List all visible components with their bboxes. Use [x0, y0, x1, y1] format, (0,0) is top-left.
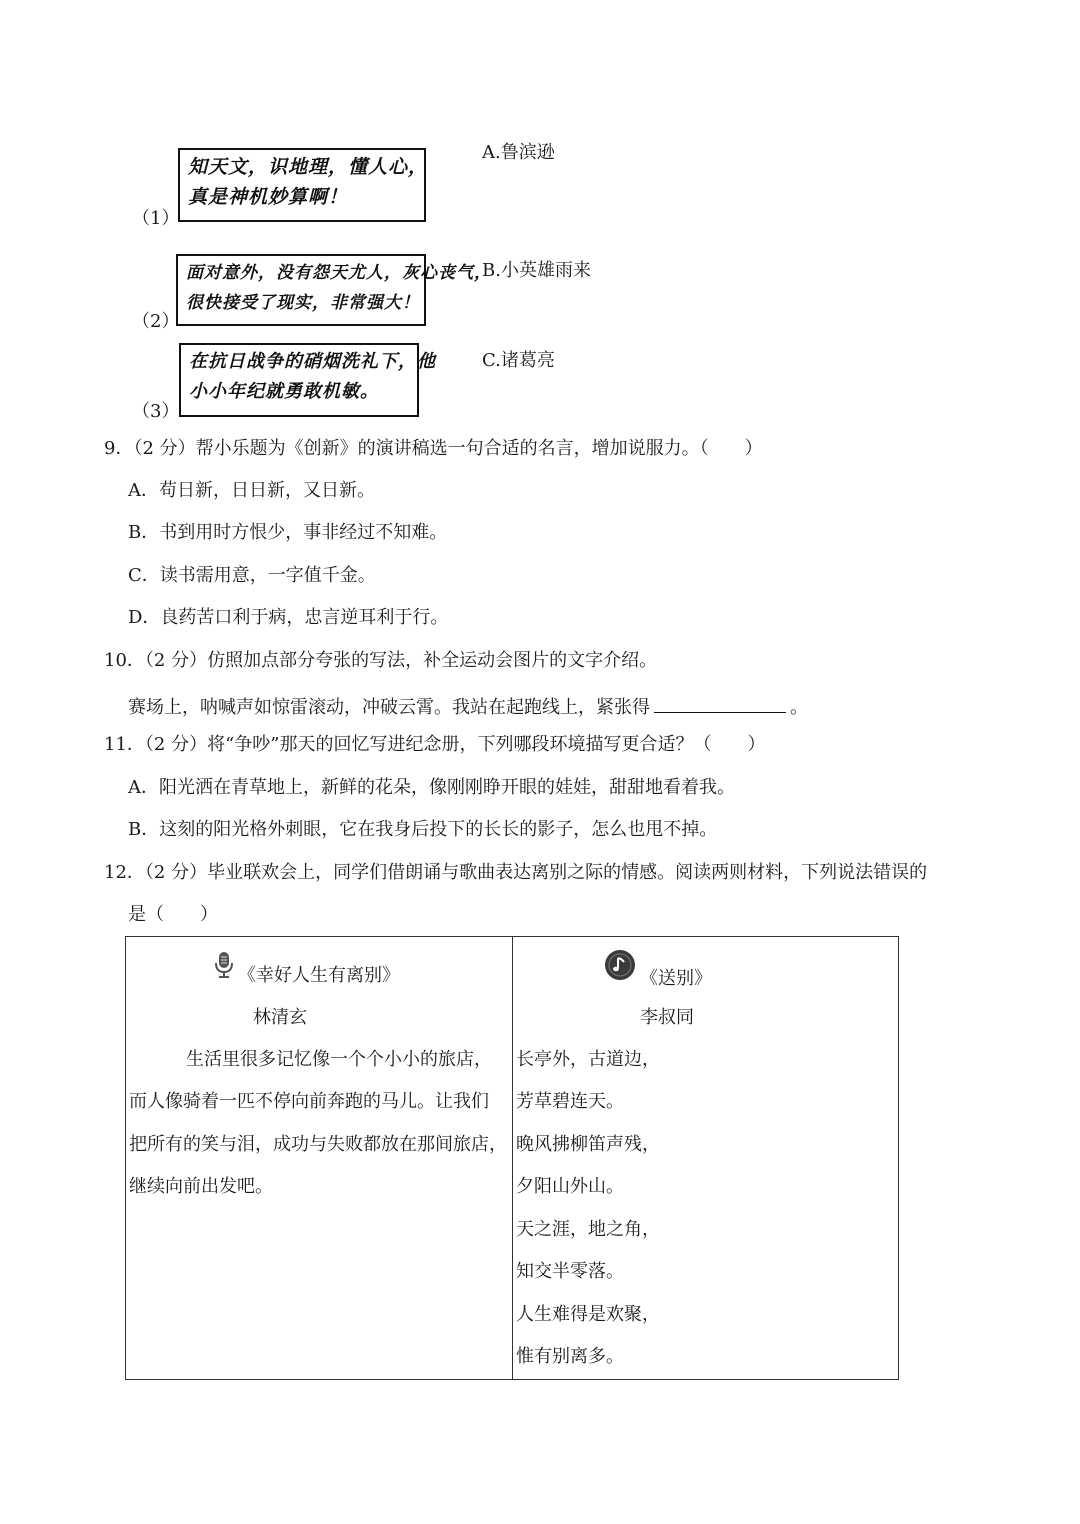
music-note-icon — [604, 949, 636, 986]
right-line-6: 知交半零落。 — [516, 1261, 624, 1282]
right-line-5: 天之涯，地之角， — [516, 1219, 660, 1240]
q8-option-c: C.诸葛亮 — [482, 350, 555, 371]
q9-option-b: B．书到用时方恨少，事非经过不知难。 — [128, 522, 448, 543]
card-2-number: （2） — [132, 311, 180, 332]
q10-sentence-row — [128, 694, 808, 717]
left-author: 林清玄 — [253, 1007, 307, 1028]
q11-option-a: A．阳光洒在青草地上，新鲜的花朵，像刚刚睁开眼的娃娃，甜甜地看着我。 — [128, 777, 735, 798]
q8-option-b: B.小英雄雨来 — [482, 260, 591, 281]
card-1-line1: 知天文，识地理，懂人心， — [188, 156, 429, 178]
q11-option-b: B．这刻的阳光格外刺眼，它在我身后投下的长长的影子，怎么也甩不掉。 — [128, 819, 718, 840]
card-3-line2: 小小年纪就勇敢机敏。 — [189, 381, 379, 402]
card-1-line2: 真是神机妙算啊！ — [188, 186, 349, 208]
materials-table — [125, 936, 899, 1380]
table-divider — [512, 937, 513, 1379]
right-line-1: 长亭外，古道边， — [516, 1049, 660, 1070]
q9-option-c: C．读书需用意，一字值千金。 — [128, 565, 376, 586]
q12-stem-line1: 12．（2 分）毕业联欢会上，同学们借朗诵与歌曲表达离别之际的情感。阅读两则材料，下列说法错误的 — [104, 862, 928, 883]
card-2-line2: 很快接受了现实，非常强大！ — [186, 293, 420, 313]
left-line-1: 生活里很多记忆像一个个小小的旅店， — [186, 1049, 492, 1070]
q10-stem: 10．（2 分）仿照加点部分夸张的写法，补全运动会图片的文字介绍。 — [104, 650, 658, 671]
card-3-line1: 在抗日战争的硝烟洗礼下，他 — [189, 351, 436, 372]
q9-option-d: D．良药苦口利于病，忠言逆耳利于行。 — [128, 607, 449, 628]
left-line-2: 而人像骑着一匹不停向前奔跑的马儿。让我们 — [129, 1091, 489, 1112]
right-line-8: 惟有别离多。 — [516, 1346, 624, 1367]
right-author: 李叔同 — [640, 1007, 694, 1028]
left-title: 《幸好人生有离别》 — [238, 965, 400, 986]
right-line-2: 芳草碧连天。 — [516, 1091, 624, 1112]
left-line-4: 继续向前出发吧。 — [129, 1176, 273, 1197]
right-title: 《送别》 — [640, 968, 712, 989]
right-line-3: 晚风拂柳笛声残， — [516, 1134, 660, 1155]
card-2 — [176, 254, 492, 326]
card-3 — [179, 343, 436, 417]
card-3-number: （3） — [132, 401, 180, 422]
microphone-icon — [214, 951, 234, 984]
q8-option-a: A.鲁滨逊 — [482, 142, 555, 163]
q9-stem: 9．（2 分）帮小乐题为《创新》的演讲稿选一句合适的名言，增加说服力。（ ） — [104, 438, 763, 459]
q11-stem: 11．（2 分）将“争吵”那天的回忆写进纪念册，下列哪段环境描写更合适？（ ） — [104, 734, 766, 755]
card-1-number: （1） — [132, 208, 180, 229]
card-2-line1: 面对意外，没有怨天尤人，灰心丧气， — [186, 263, 492, 283]
q10-sentence: 赛场上，呐喊声如惊雷滚动，冲破云霄。我站在起跑线上，紧张得 — [128, 697, 650, 718]
right-line-4: 夕阳山外山。 — [516, 1176, 624, 1197]
right-line-7: 人生难得是欢聚， — [516, 1304, 660, 1325]
q10-answer-blank[interactable] — [654, 694, 786, 713]
q9-option-a: A．苟日新，日日新，又日新。 — [128, 480, 375, 501]
card-1 — [178, 148, 429, 222]
q10-sentence-end: 。 — [790, 697, 808, 718]
left-line-3: 把所有的笑与泪，成功与失败都放在那间旅店， — [129, 1134, 507, 1155]
q12-stem-line2: 是（ ） — [128, 904, 218, 925]
